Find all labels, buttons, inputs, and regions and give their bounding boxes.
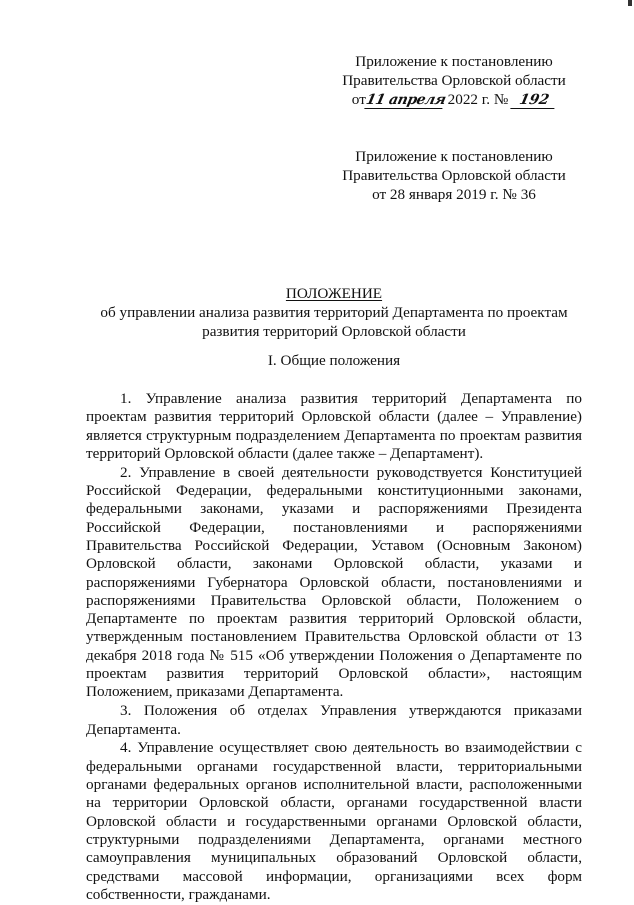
current-resolution-header	[334, 52, 574, 109]
previous-resolution-header	[334, 147, 574, 204]
prev-header-line-2: Правительства Орловской области	[342, 167, 566, 184]
document-body	[86, 390, 582, 905]
header-year-text: 2022 г. №	[447, 91, 509, 108]
title-main: ПОЛОЖЕНИЕ	[285, 285, 383, 302]
handwritten-date: 11 апреля	[364, 92, 447, 108]
paragraph-1: 1. Управление анализа развития территорий Департамента по проектам развития территорий Орловской области (далее – Управление) является структурным подразделением Департамента по проектам развития территорий Орловской области (далее также – Департамент).	[86, 390, 582, 462]
header-line-2: Правительства Орловской области	[342, 72, 566, 89]
paragraph-4: 4. Управление осуществляет свою деятельность во взаимодействии с федеральными органами государственной власти, территориальными органами федеральных органов исполнительной власти, расположенными на территории Орловской области, органами государственной власти Орловской области и государственными органами Орловской области, структурными подразделениями Департамента, органами местного самоуправления муниципальных образований Орловской области, средствами массовой информации, организациями всех форм собственности, гражданами.	[86, 739, 582, 903]
handwritten-number: 192	[511, 93, 558, 109]
header-line-1: Приложение к постановлению	[355, 53, 553, 70]
prev-header-line-1: Приложение к постановлению	[355, 148, 553, 165]
scan-corner-mark	[628, 0, 632, 6]
paragraph-2: 2. Управление в своей деятельности руководствуется Конституцией Российской Федерации, федеральными конституционными законами, федеральными законами, указами и распоряжениями Президента Российской Федерации, постановлениями и распоряжениями Правительства Российской Федерации, Уставом (Основным Законом) Орловской области, законами Орловской области, указами и распоряжениями Губернатора Орловской области, постановлениями и распоряжениями Правительства Орловской области, Положением о Департаменте по проектам развития территорий Орловской области, утвержденным постановлением Правительства Орловской области от 13 декабря 2018 года № 515 «Об утверждении Положения о Департаменте по проектам развития территорий Орловской области», настоящим Положением, приказами Департамента.	[86, 463, 582, 701]
document-title	[86, 284, 582, 341]
header-line-3	[334, 90, 574, 109]
title-line-2: об управлении анализа развития территорий Департамента по проектам	[100, 304, 568, 321]
header-prefix: от	[351, 91, 366, 108]
prev-header-line-3: от 28 января 2019 г. № 36	[372, 186, 536, 203]
paragraph-3: 3. Положения об отделах Управления утверждаются приказами Департамента.	[86, 702, 582, 738]
title-line-3: развития территорий Орловской области	[202, 323, 466, 340]
section-heading: I. Общие положения	[267, 352, 401, 369]
